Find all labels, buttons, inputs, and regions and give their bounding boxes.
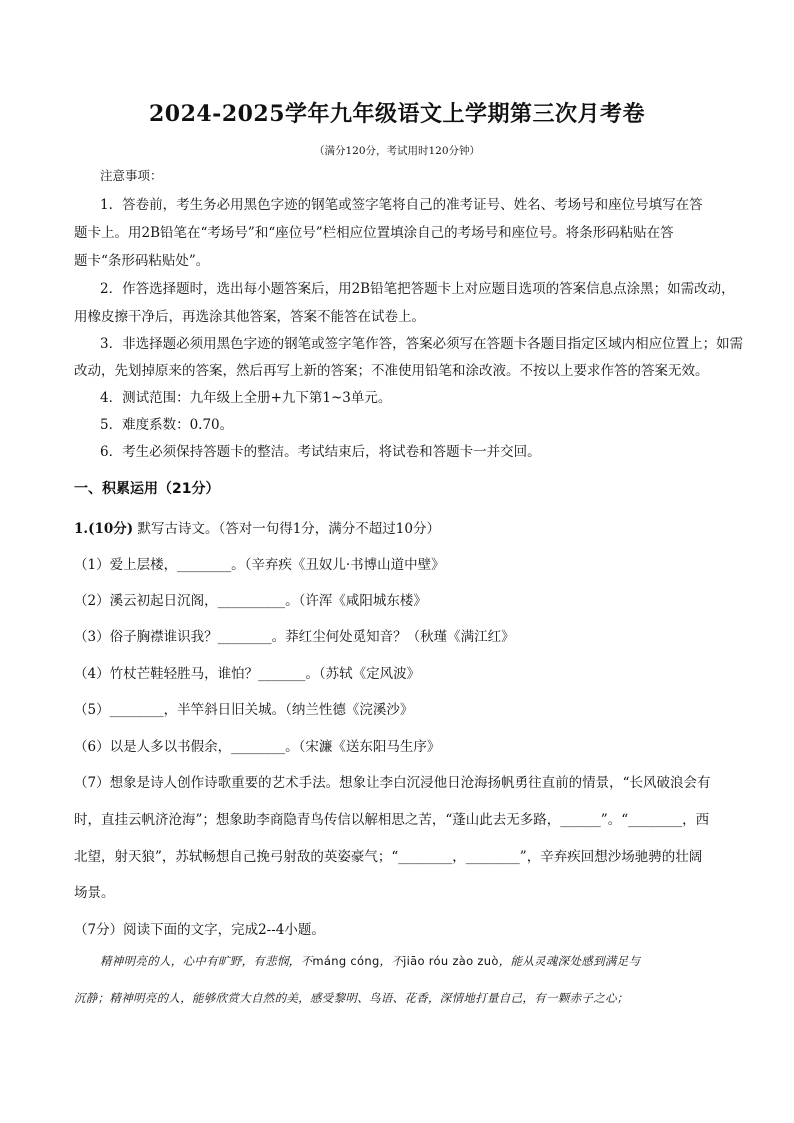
notice-line: 2．作答选择题时，选出每小题答案后，用2B铅笔把答题卡上对应题目选项的答案信息点涂黑；如需改动，: [100, 281, 735, 297]
passage-line: [100, 953, 640, 969]
pinyin-blank: jiāo róu zào zuò: [403, 954, 499, 968]
dictation-item: （5）________，半竿斜日旧关城。（纳兰性德《浣溪沙》: [74, 702, 414, 718]
section-heading: 一、积累运用（21分）: [74, 481, 220, 497]
notice-line: 5．难度系数：0.70。: [100, 417, 234, 433]
notice-line: 题卡“条形码粘贴处”。: [74, 253, 210, 269]
pinyin-blank: máng cóng: [312, 954, 380, 968]
question-1-prompt: [74, 517, 440, 537]
notice-line: 题卡上。用2B铅笔在“考场号”和“座位号”栏相应位置填涂自己的考场号和座位号。将条形码粘贴在答: [74, 225, 674, 241]
question-number: 1.(10分): [74, 521, 134, 537]
dictation-item-7: （7）想象是诗人创作诗歌重要的艺术手法。想象让李白沉浸他日沧海扬帆勇往直前的情景，“长风破浪会有: [74, 775, 711, 791]
dictation-item: （6）以是人多以书假余，________。（宋濂《送东阳马生序》: [74, 739, 441, 755]
notice-line: 1．答卷前，考生务必用黑色字迹的钢笔或签字笔将自己的准考证号、姓名、考场号和座位号填写在答: [100, 197, 703, 213]
page-subtitle: （满分120分，考试用时120分钟）: [313, 145, 481, 157]
passage-line: 沉静；精神明亮的人，能够欣赏大自然的美，感受黎明、鸟语、花香，深情地打量自己，有一颗赤子之心；: [74, 991, 629, 1005]
dictation-item: （1）爱上层楼，________。（辛弃疾《丑奴儿·书博山道中壁》: [74, 557, 445, 573]
notice-line: 6．考生必须保持答题卡的整洁。考试结束后，将试卷和答题卡一并交回。: [100, 444, 541, 460]
dictation-item-7: 北望，射天狼”，苏轼畅想自己挽弓射敌的英姿豪气；“________，________”，辛弃疾回想沙场驰骋的壮阔: [74, 849, 703, 865]
page-title: 2024-2025学年九年级语文上学期第三次月考卷: [148, 101, 646, 127]
passage-text: ，不: [379, 954, 404, 968]
dictation-item-7: 场景。: [74, 885, 115, 901]
dictation-item: （3）俗子胸襟谁识我？________。莽红尘何处觅知音？（秋瑾《满江红》: [74, 629, 515, 645]
notice-line: 用橡皮擦干净后，再选涂其他答案，答案不能答在试卷上。: [74, 309, 425, 325]
reading-intro: （7分）阅读下面的文字，完成2--4小题。: [74, 922, 325, 938]
notice-line: 3．非选择题必须用黑色字迹的钢笔或签字笔作答，答案必须写在答题卡各题目指定区域内相应位置上；如需: [100, 336, 744, 352]
dictation-item: （2）溪云初起日沉阁，__________。（许浑《咸阳城东楼》: [74, 593, 427, 609]
passage-text: ，能从灵魂深处感到满足与: [498, 954, 641, 968]
notice-line: 改动，先划掉原来的答案，然后再写上新的答案；不准使用铅笔和涂改液。不按以上要求作答的答案无效。: [74, 363, 709, 379]
dictation-item-7: 时，直挂云帆济沧海”；想象助李商隐青鸟传信以解相思之苦，“蓬山此去无多路，______”。“________，西: [74, 812, 710, 828]
notice-line: 4．测试范围：九年级上全册+九下第1~3单元。: [100, 390, 392, 406]
question-text: 默写古诗文。（答对一句得1分，满分不超过10分）: [133, 521, 440, 537]
notice-heading: 注意事项：: [100, 168, 163, 183]
dictation-item: （4）竹杖芒鞋轻胜马，谁怕？_______。（苏轼《定风波》: [74, 666, 421, 682]
passage-text: 精神明亮的人，心中有旷野，有悲悯，不: [100, 954, 313, 968]
